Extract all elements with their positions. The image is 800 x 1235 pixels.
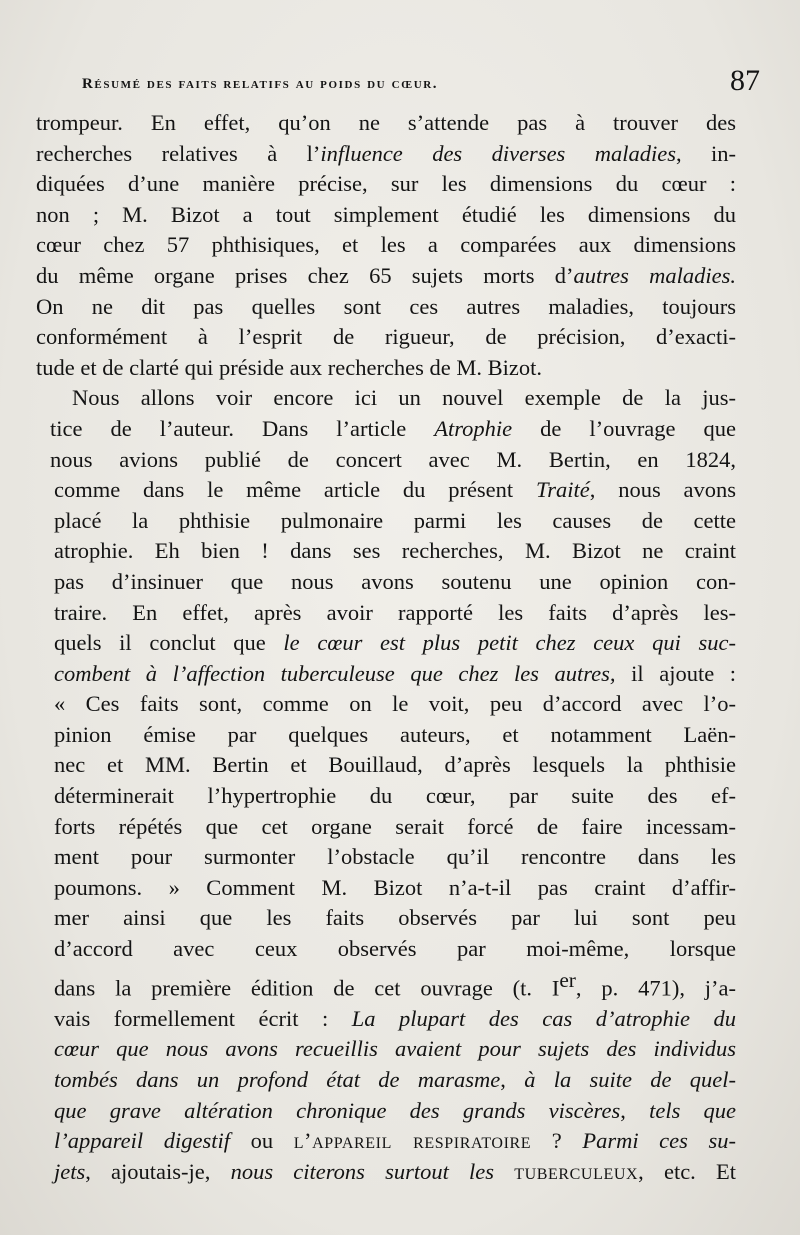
text-line: recherches relatives à l’influence des diverses maladies, in-: [36, 140, 736, 166]
text-line: tude et de clarté qui préside aux recherches de M. Bizot.: [36, 354, 543, 380]
text-line: jets, ajoutais-je, nous citerons surtout les tuberculeux, etc. Et: [54, 1158, 736, 1184]
text-line: nec et MM. Bertin et Bouillaud, d’après lesquels la phthisie: [54, 752, 736, 778]
text-line: trompeur. En effet, qu’on ne s’attende pas à trouver des: [36, 110, 736, 135]
text-line: que grave altération chronique des grands viscères, tels que: [54, 1097, 737, 1123]
text-line: du même organe prises chez 65 sujets morts d’autres maladies.: [36, 262, 736, 288]
text-line: l’appareil digestif ou l’appareil respiratoire ? Parmi ces su-: [54, 1128, 737, 1154]
paragraph-2: [36, 383, 736, 1187]
text-line: forts répétés que cet organe serait forcé de faire incessam-: [54, 813, 736, 839]
text-line: atrophie. Eh bien ! dans ses recherches, M. Bizot ne craint: [54, 538, 736, 564]
text-line: dans la première édition de cet ouvrage (t. Ier, p. 471), j’a-: [54, 967, 736, 1001]
text-line: diquées d’une manière précise, sur les dimensions du cœur :: [36, 171, 736, 197]
text-line: combent à l’affection tuberculeuse que chez les autres, il ajoute :: [54, 660, 736, 686]
text-line: ment pour surmonter l’obstacle qu’il rencontre dans les: [54, 844, 736, 870]
text-line: poumons. » Comment M. Bizot n’a-t-il pas craint d’affir-: [54, 874, 736, 900]
text-line: déterminerait l’hypertrophie du cœur, par suite des ef-: [54, 783, 736, 809]
text-line: tombés dans un profond état de marasme, à la suite de quel-: [54, 1066, 736, 1092]
body-text: [36, 108, 736, 1187]
text-line: comme dans le même article du présent Traité, nous avons: [54, 477, 736, 503]
text-line: cœur chez 57 phthisiques, et les a comparées aux dimensions: [36, 232, 736, 258]
running-title: Résumé des faits relatifs au poids du cœur.: [82, 76, 439, 92]
text-line: conformément à l’esprit de rigueur, de précision, d’exacti-: [36, 324, 736, 350]
text-line: nous avions publié de concert avec M. Bertin, en 1824,: [50, 446, 736, 472]
text-line: d’accord avec ceux observés par moi-même, lorsque: [54, 936, 736, 962]
text-line: pinion émise par quelques auteurs, et notamment Laën-: [54, 721, 736, 747]
text-line: mer ainsi que les faits observés par lui sont peu: [54, 905, 736, 931]
text-line: « Ces faits sont, comme on le voit, peu d’accord avec l’o-: [54, 691, 736, 717]
paragraph-1: [36, 108, 736, 383]
text-line: On ne dit pas quelles sont ces autres maladies, toujours: [36, 293, 736, 319]
running-head: [70, 64, 760, 100]
page-number: 87: [730, 64, 760, 97]
text-line: Nous allons voir encore ici un nouvel exemple de la jus-: [72, 385, 736, 411]
text-line: vais formellement écrit : La plupart des cas d’atrophie du: [54, 1005, 736, 1031]
text-line: quels il conclut que le cœur est plus petit chez ceux qui suc-: [54, 630, 736, 656]
text-line: traire. En effet, après avoir rapporté les faits d’après les-: [54, 599, 736, 625]
text-line: cœur que nous avons recueillis avaient pour sujets des individus: [54, 1036, 736, 1062]
text-line: non ; M. Bizot a tout simplement étudié les dimensions du: [36, 201, 736, 227]
text-line: tice de l’auteur. Dans l’article Atrophie de l’ouvrage que: [50, 415, 737, 441]
text-line: pas d’insinuer que nous avons soutenu une opinion con-: [54, 568, 736, 594]
text-line: placé la phthisie pulmonaire parmi les causes de cette: [54, 507, 736, 533]
